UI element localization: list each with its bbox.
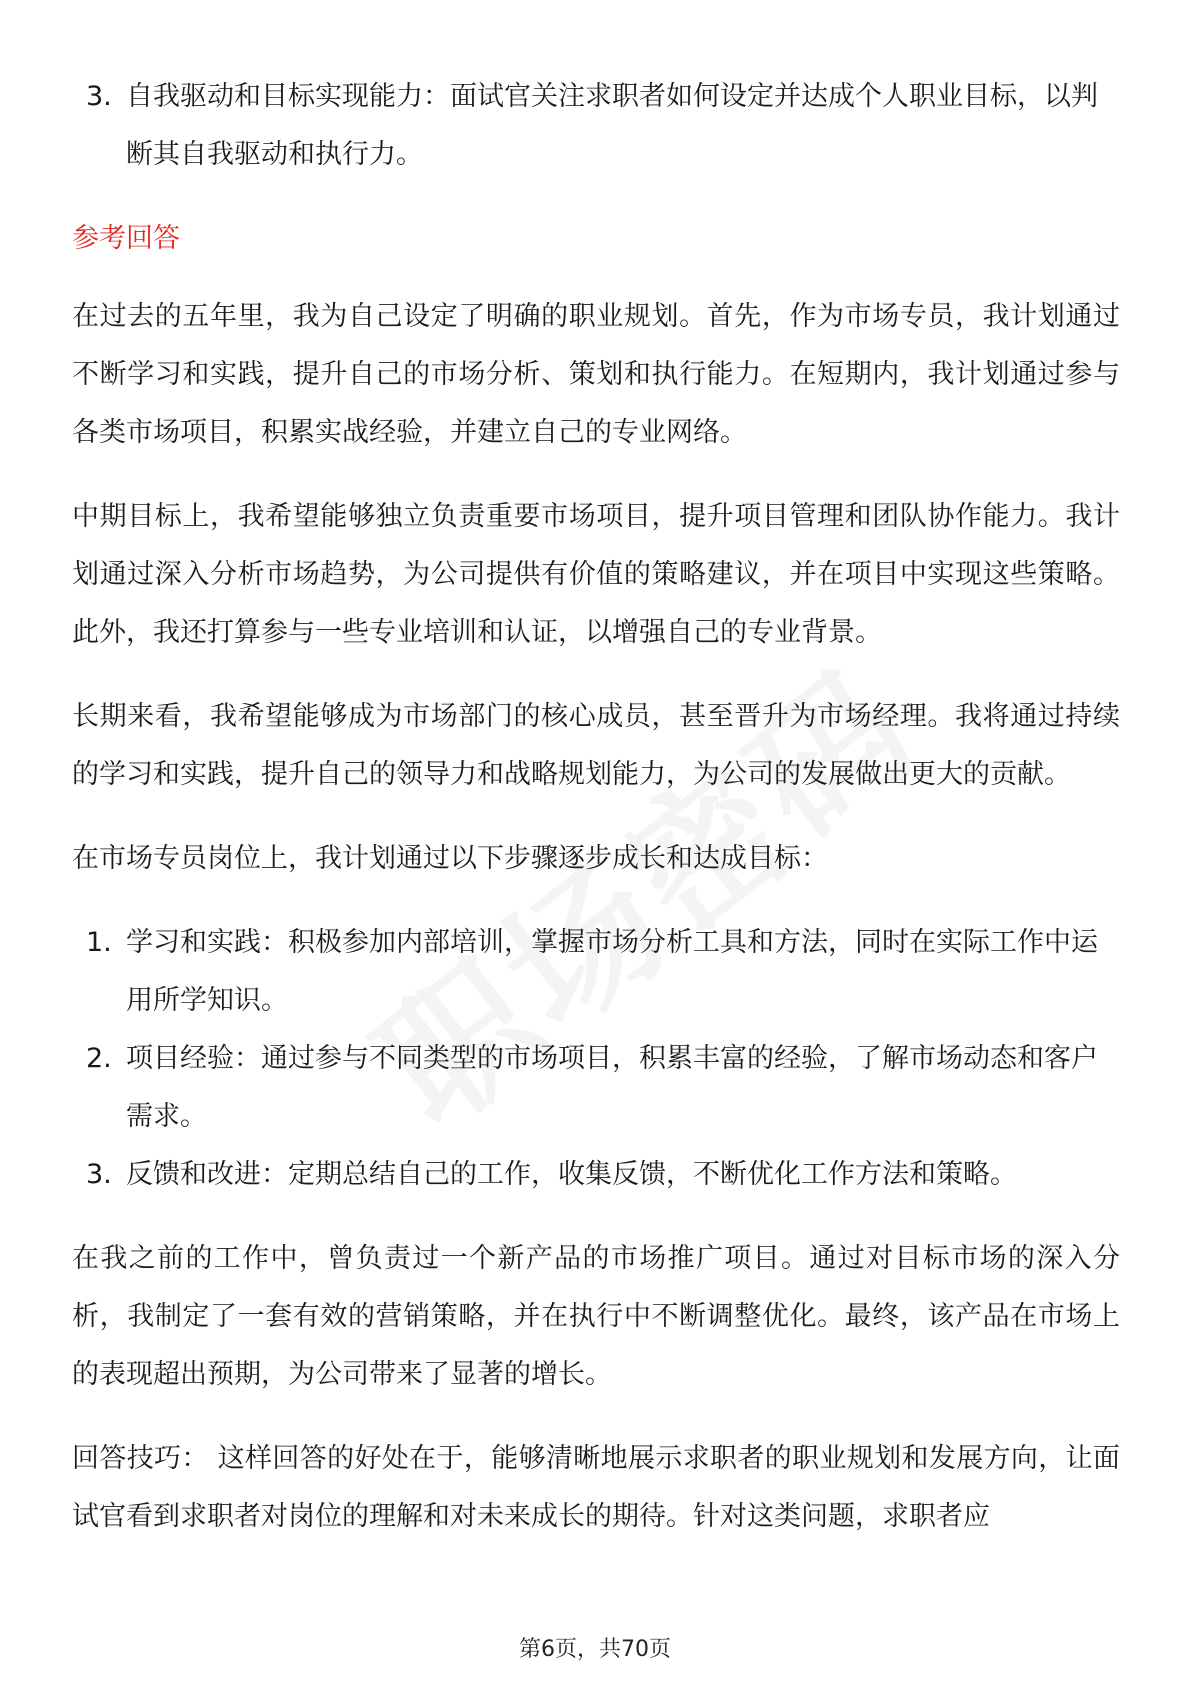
section-heading: 参考回答 [72,223,180,254]
list-item-text: 反馈和改进：定期总结自己的工作，收集反馈，不断优化工作方法和策略。 [126,1159,1017,1190]
paragraph: 在市场专员岗位上，我计划通过以下步骤逐步成长和达成目标： [72,843,828,874]
list-item-number: 3. [86,1159,112,1190]
list-item-number: 1. [86,927,112,958]
list-item-text: 学习和实践：积极参加内部培训，掌握市场分析工具和方法，同时在实际工作中运用所学知识。 [126,927,1098,1016]
list-item-number: 3. [86,81,112,112]
paragraph: 长期来看，我希望能够成为市场部门的核心成员，甚至晋升为市场经理。我将通过持续的学习和实践，提升自己的领导力和战略规划能力，为公司的发展做出更大的贡献。 [72,701,1120,790]
list-item-text: 项目经验：通过参与不同类型的市场项目，积累丰富的经验，了解市场动态和客户需求。 [126,1043,1098,1132]
paragraph: 中期目标上，我希望能够独立负责重要市场项目，提升项目管理和团队协作能力。我计划通过深入分析市场趋势，为公司提供有价值的策略建议，并在项目中实现这些策略。此外，我还打算参与一些专业培训和认证，以增强自己的专业背景。 [72,501,1120,648]
criteria-list [72,68,1120,184]
list-item-number: 2. [86,1043,112,1074]
paragraph: 回答技巧： 这样回答的好处在于，能够清晰地展示求职者的职业规划和发展方向，让面试官看到求职者对岗位的理解和对未来成长的期待。针对这类问题，求职者应 [72,1443,1120,1532]
document-content [72,68,1120,1572]
paragraph: 在我之前的工作中，曾负责过一个新产品的市场推广项目。通过对目标市场的深入分析，我制定了一套有效的营销策略，并在执行中不断调整优化。最终，该产品在市场上的表现超出预期，为公司带来了显著的增长。 [72,1243,1120,1390]
list-item-text: 自我驱动和目标实现能力：面试官关注求职者如何设定并达成个人职业目标，以判断其自我驱动和执行力。 [126,81,1098,170]
list-item [72,1146,1120,1204]
list-item [72,914,1120,1030]
page-number: 第6页，共70页 [519,1637,671,1662]
steps-list [72,914,1120,1204]
list-item [72,68,1120,184]
list-item [72,1030,1120,1146]
paragraph: 在过去的五年里，我为自己设定了明确的职业规划。首先，作为市场专员，我计划通过不断学习和实践，提升自己的市场分析、策划和执行能力。在短期内，我计划通过参与各类市场项目，积累实战经验，并建立自己的专业网络。 [72,301,1120,448]
